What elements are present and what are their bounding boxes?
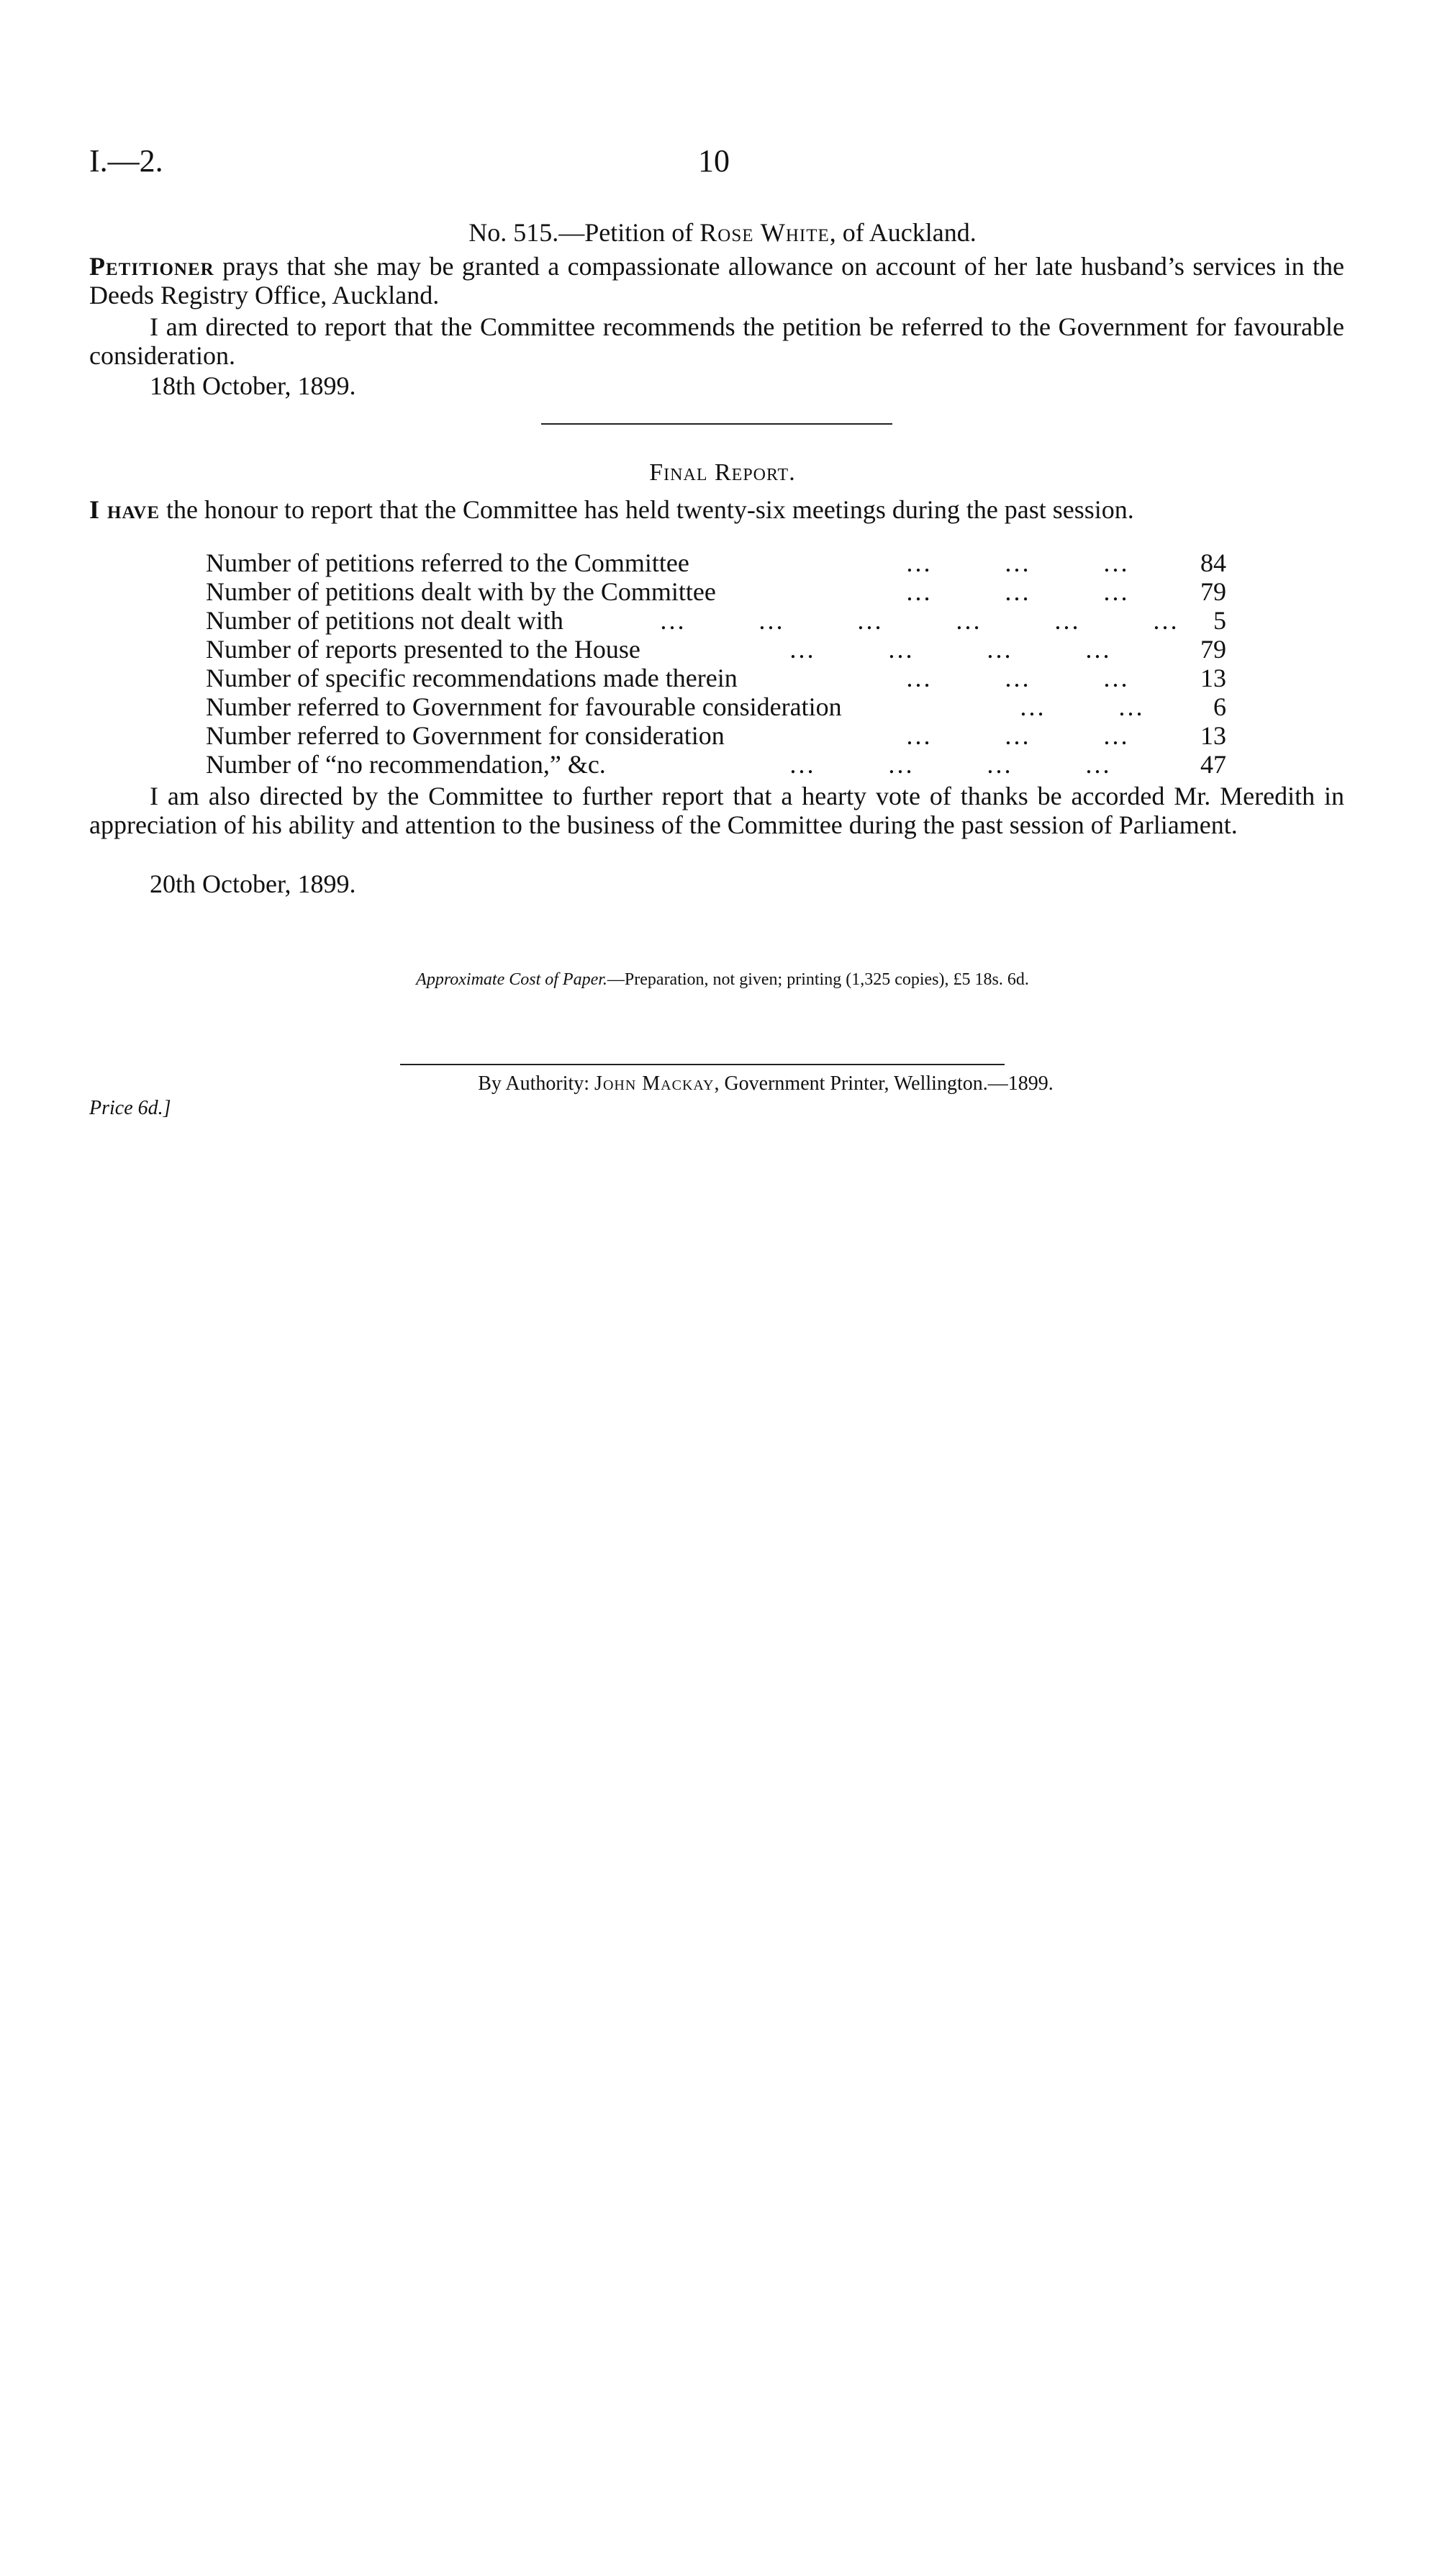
stat-label: Number of petitions referred to the Committee: [206, 548, 689, 577]
stat-label: Number of reports presented to the House: [206, 635, 640, 664]
printer-authority: [0, 1072, 1445, 1095]
stat-row: Number of “no recommendation,” &c. … … … … 47: [206, 750, 1226, 779]
stat-label: Number referred to Government for consideration: [206, 721, 725, 750]
stat-label: Number of petitions dealt with by the Committee: [206, 577, 716, 606]
paper-reference: I.—2.: [89, 143, 163, 178]
final-report-closing: I am also directed by the Committee to further report that a hearty vote of thanks be accorded Mr. Meredith in appreciation of his ability and attention to the business of the Committee during the past session of Parliament.: [89, 782, 1344, 839]
page-number: 10: [698, 143, 730, 178]
stat-row: Number of specific recommendations made therein … … … 13: [206, 664, 1226, 692]
stat-value: 79: [1200, 635, 1226, 664]
petition-body: [89, 252, 1344, 309]
stat-value: 84: [1200, 548, 1226, 577]
stat-value: 13: [1200, 721, 1226, 750]
stat-row: Number referred to Government for consideration … … … 13: [206, 721, 1226, 750]
final-report-title: Final Report.: [649, 459, 796, 486]
petition-body-text: prays that she may be granted a compassionate allowance on account of her late husband’s services in the Deeds Registry Office, Auckland.: [89, 252, 1344, 309]
stat-value: 47: [1200, 750, 1226, 779]
stat-label: Number referred to Government for favourable consideration: [206, 692, 842, 721]
final-report-intro: [89, 495, 1344, 524]
cost-of-paper: [0, 970, 1445, 990]
cost-label: Approximate Cost of Paper.: [416, 970, 607, 989]
authority-prefix: By Authority:: [478, 1072, 595, 1095]
stat-row: Number referred to Government for favourable consideration … … 6: [206, 692, 1226, 721]
stat-value: 5: [1213, 606, 1226, 635]
price: Price 6d.]: [89, 1097, 171, 1119]
stat-row: Number of reports presented to the House … … … … 79: [206, 635, 1226, 664]
final-report-date: 20th October, 1899.: [150, 869, 356, 898]
petition-lead-word: Petitioner: [89, 252, 214, 281]
printer-name: John Mackay: [594, 1072, 715, 1095]
final-report-intro-text: the honour to report that the Committee has held twenty-six meetings during the past session.: [160, 495, 1134, 524]
petition-title-prefix: No. 515.—Petition of: [468, 218, 700, 247]
stat-row: Number of petitions dealt with by the Committee … … … 79: [206, 577, 1226, 606]
footer-divider: [400, 1064, 1005, 1065]
stat-label: Number of specific recommendations made therein: [206, 664, 738, 692]
stat-value: 79: [1200, 577, 1226, 606]
stat-label: Number of “no recommendation,” &c.: [206, 750, 606, 779]
stat-value: 6: [1213, 692, 1226, 721]
cost-text: —Preparation, not given; printing (1,325 copies), £5 18s. 6d.: [607, 970, 1029, 989]
petition-recommendation: I am directed to report that the Committee recommends the petition be referred to the Government for favourable consideration.: [89, 312, 1344, 370]
section-divider: [541, 423, 892, 425]
stat-label: Number of petitions not dealt with: [206, 606, 563, 635]
stat-row: Number of petitions referred to the Committee … … … 84: [206, 548, 1226, 577]
authority-suffix: , Government Printer, Wellington.—1899.: [714, 1072, 1054, 1095]
stat-value: 13: [1200, 664, 1226, 692]
petition-title-suffix: , of Auckland.: [829, 218, 977, 247]
petition-date: 18th October, 1899.: [150, 371, 356, 400]
stat-row: Number of petitions not dealt with … … … … … … 5: [206, 606, 1226, 635]
petition-title: [0, 217, 1445, 248]
petitioner-name: Rose White: [699, 218, 830, 247]
final-report-lead-word: I have: [89, 495, 160, 524]
statistics-list: [206, 548, 1228, 779]
